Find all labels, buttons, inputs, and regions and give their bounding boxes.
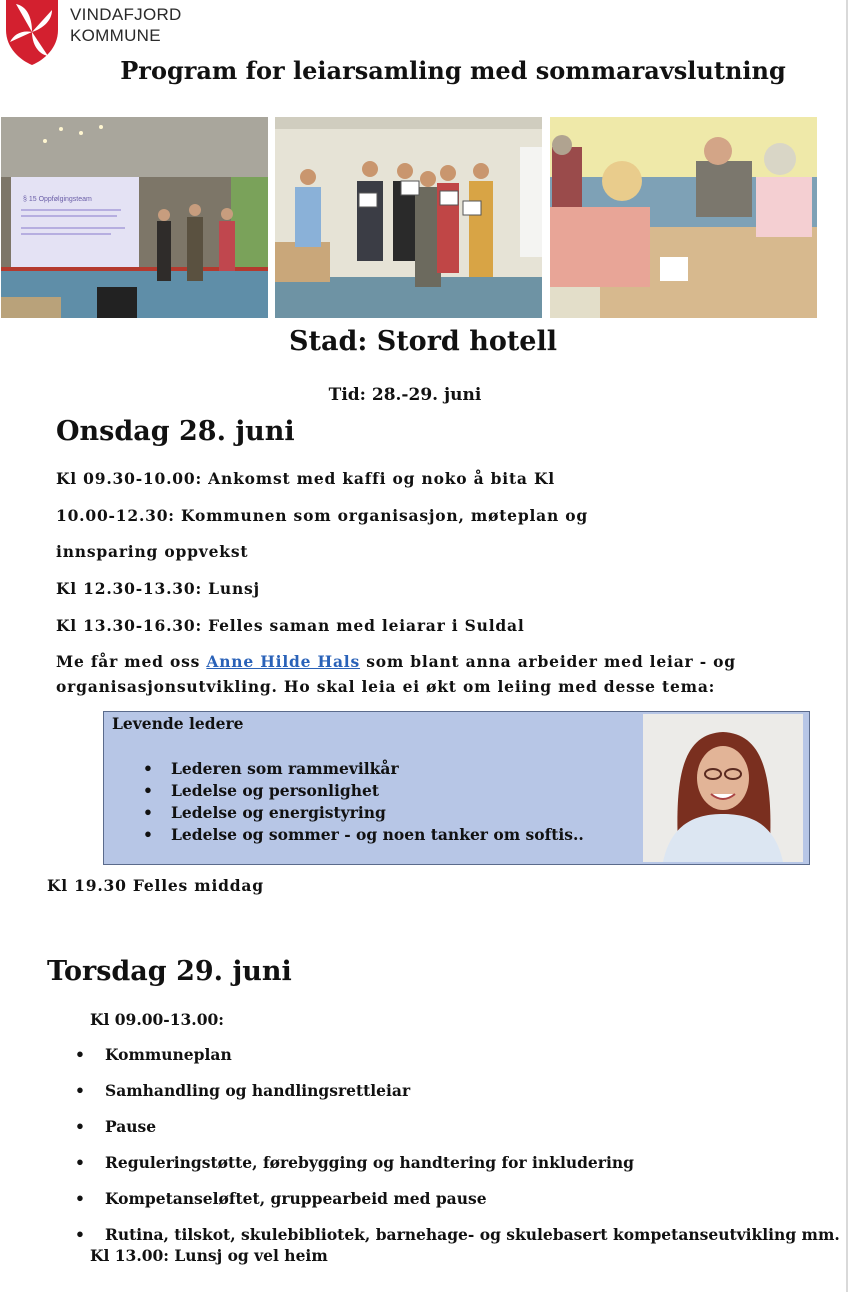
session-title: Levende ledere xyxy=(112,714,244,733)
agenda-text: Kommuneplan xyxy=(105,1045,232,1064)
day1-line-1: Kl 09.30-10.00: Ankomst med kaffi og noko å bita Kl xyxy=(56,469,555,488)
session-topics-list xyxy=(104,758,584,846)
slide-heading: § 15 Oppfølgingsteam xyxy=(23,196,92,203)
topic-text: Ledelse og personlighet xyxy=(171,781,380,800)
day1-line-4: Kl 12.30-13.30: Lunsj xyxy=(56,579,260,598)
intro-after: som blant anna arbeider med leiar - og xyxy=(360,652,736,671)
org-line-2: KOMMUNE xyxy=(70,26,161,45)
venue-label: Stad: Stord hotell xyxy=(289,326,557,357)
speaker-intro-line-2: organisasjonsutvikling. Ho skal leia ei økt om leiing med desse tema: xyxy=(56,677,716,696)
bullet-icon: • xyxy=(143,803,153,822)
agenda-text: Pause xyxy=(105,1117,157,1136)
day1-line-5: Kl 13.30-16.30: Felles saman med leiarar i Suldal xyxy=(56,616,525,635)
agenda-text: Reguleringstøtte, førebygging og handtering for inkludering xyxy=(105,1153,634,1172)
agenda-text: Kompetanseløftet, gruppearbeid med pause xyxy=(105,1189,487,1208)
bullet-icon: • xyxy=(75,1189,85,1208)
bullet-icon: • xyxy=(75,1225,85,1244)
page-title: Program for leiarsamling med sommaravslutning xyxy=(120,56,786,85)
speaker-link[interactable]: Anne Hilde Hals xyxy=(206,652,361,671)
session-topics-box xyxy=(103,711,810,865)
day1-heading: Onsdag 28. juni xyxy=(56,416,295,447)
day1-line-3: innsparing oppvekst xyxy=(56,542,249,561)
page-edge-rule xyxy=(846,0,848,1292)
topic-text: Ledelse og sommer - og noen tanker om softis.. xyxy=(171,825,584,844)
intro-before: Me får med oss xyxy=(56,652,207,671)
topic-item xyxy=(104,758,584,780)
topic-item xyxy=(104,824,584,846)
topic-item xyxy=(104,802,584,824)
org-line-1: VINDAFJORD xyxy=(70,5,182,24)
presentation-photo xyxy=(1,117,268,318)
bullet-icon: • xyxy=(143,825,153,844)
day1-line-2: 10.00-12.30: Kommunen som organisasjon, møteplan og xyxy=(56,506,589,525)
workshop-table-photo xyxy=(550,117,817,318)
bullet-icon: • xyxy=(143,759,153,778)
topic-text: Lederen som rammevilkår xyxy=(171,759,399,778)
bullet-icon: • xyxy=(75,1153,85,1172)
day2-closing-line: Kl 13.00: Lunsj og vel heim xyxy=(90,1246,328,1265)
speaker-intro xyxy=(56,652,736,671)
agenda-text: Rutina, tilskot, skulebibliotek, barnehage- og skulebasert kompetanseutvikling mm. xyxy=(105,1225,840,1244)
agenda-text: Samhandling og handlingsrettleiar xyxy=(105,1081,411,1100)
bullet-icon: • xyxy=(143,781,153,800)
topic-text: Ledelse og energistyring xyxy=(171,803,386,822)
group-diplomas-photo xyxy=(275,117,542,318)
date-range-label: Tid: 28.-29. juni xyxy=(328,385,482,405)
day2-heading: Torsdag 29. juni xyxy=(47,956,292,987)
topic-item xyxy=(104,780,584,802)
day2-time: Kl 09.00-13.00: xyxy=(90,1010,224,1029)
bullet-icon: • xyxy=(75,1081,85,1100)
dinner-line: Kl 19.30 Felles middag xyxy=(47,876,264,895)
organization-name xyxy=(70,4,182,46)
speaker-portrait xyxy=(643,714,803,862)
bullet-icon: • xyxy=(75,1045,85,1064)
bullet-icon: • xyxy=(75,1117,85,1136)
